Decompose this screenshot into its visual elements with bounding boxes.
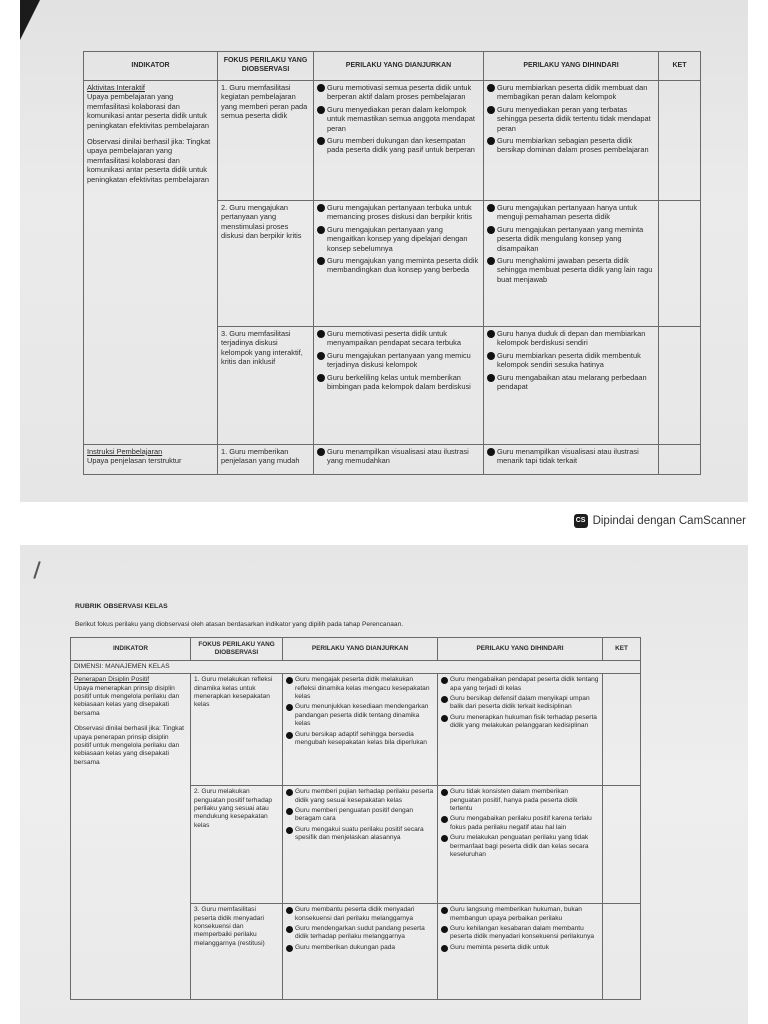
ket-cell	[659, 327, 701, 445]
dihindari-cell	[484, 201, 659, 327]
indikator-title: Instruksi Pembelajaran	[87, 447, 163, 456]
fokus-cell: 3. Guru memfasilitasi peserta didik menyadari konsekuensi dan memperbaiki perilaku melanggarnya (restitusi)	[191, 904, 283, 1000]
bullet-item: Guru hanya duduk di depan dan membiarkan kelompok berdiskusi sendiri	[487, 329, 655, 348]
bullet-item: Guru menunjukkan kesediaan mendengarkan pandangan peserta didik tentang dinamika kelas	[286, 703, 434, 728]
indikator-desc: Upaya menerapkan prinsip disiplin positif untuk mengelola perilaku dan kebiasaan kelas yang disepakati bersama	[74, 684, 180, 717]
indikator-cell	[84, 445, 218, 475]
bullet-item: Guru mengajak peserta didik melakukan refleksi dinamika kelas mengacu kesepakatan kelas	[286, 676, 434, 701]
scanned-page-1	[20, 0, 748, 502]
bullet-item: Guru membiarkan peserta didik membentuk kelompok sendiri sesuka hatinya	[487, 351, 655, 370]
bullet-item: Guru mendengarkan sudut pandang peserta didik terhadap perilaku melanggarnya	[286, 925, 434, 942]
bullet-item: Guru membiarkan peserta didik membuat dan membagikan peran dalam kelompok	[487, 83, 655, 102]
camscanner-watermark	[574, 514, 746, 528]
bullet-item: Guru menerapkan hukuman fisik terhadap peserta didik yang melakukan pelanggaran kedisiplinan	[441, 714, 599, 731]
bullet-item: Guru berkeliling kelas untuk memberikan bimbingan pada kelompok dalam berdiskusi	[317, 373, 480, 392]
fokus-cell: 2. Guru mengajukan pertanyaan yang menstimulasi proses diskusi dan berpikir kritis	[218, 201, 314, 327]
bullet-item: Guru menyediakan peran yang terbatas sehingga peserta didik tertentu tidak mendapat peran	[487, 105, 655, 133]
ket-cell	[659, 81, 701, 201]
indikator-cell	[84, 81, 218, 445]
pen-mark	[33, 561, 40, 579]
dianjurkan-cell	[314, 445, 484, 475]
bullet-item: Guru memberikan dukungan pada	[286, 944, 434, 952]
bullet-item: Guru bersikap defensif dalam menyikapi umpan balik dari peserta didik terkait kedisiplinan	[441, 695, 599, 712]
indikator-observasi: Observasi dinilai berhasil jika: Tingkat upaya penerapan prinsip disiplin positif untuk mengelola perilaku dan kebiasaan kelas yang disepakati bersama	[74, 725, 184, 766]
indikator-cell	[71, 674, 191, 1000]
fokus-cell: 1. Guru memfasilitasi kegiatan pembelajaran yang memberi peran pada semua peserta didik	[218, 81, 314, 201]
ket-cell	[659, 201, 701, 327]
page-corner-shadow	[20, 0, 40, 40]
header-ket: KET	[603, 638, 641, 661]
page-description: Berikut fokus perilaku yang diobservasi oleh atasan berdasarkan indikator yang dipilih pada tahap Perencanaan.	[75, 621, 404, 628]
bullet-item: Guru mengabaikan pendapat peserta didik tentang apa yang terjadi di kelas	[441, 676, 599, 693]
bullet-item: Guru kehilangan kesabaran dalam membantu peserta didik menyadari konsekuensi perilakunya	[441, 925, 599, 942]
bullet-item: Guru meminta peserta didik untuk	[441, 944, 599, 952]
table-row	[84, 445, 701, 475]
ket-cell	[603, 674, 641, 786]
dihindari-cell	[438, 786, 603, 904]
bullet-item: Guru melakukan penguatan perilaku yang tidak bermanfaat bagi peserta didik dan kelas secara keseluruhan	[441, 834, 599, 859]
bullet-item: Guru menampilkan visualisasi atau ilustrasi menarik tapi tidak terkait	[487, 447, 655, 466]
bullet-item: Guru menyediakan peran dalam kelompok untuk memastikan semua anggota mendapat peran	[317, 105, 480, 133]
indikator-title: Penerapan Disiplin Positif	[74, 676, 150, 684]
dianjurkan-cell	[283, 674, 438, 786]
bullet-item: Guru langsung memberikan hukuman, bukan membangun upaya perbaikan perilaku	[441, 906, 599, 923]
bullet-item: Guru menghakimi jawaban peserta didik sehingga membuat peserta didik yang lain ragu buat menjawab	[487, 256, 655, 284]
dianjurkan-cell	[283, 904, 438, 1000]
bullet-item: Guru membantu peserta didik menyadari konsekuensi dari perilaku melanggarnya	[286, 906, 434, 923]
camscanner-icon: CS	[574, 514, 588, 528]
indikator-desc: Upaya penjelasan terstruktur	[87, 456, 182, 466]
header-dianjurkan: PERILAKU YANG DIANJURKAN	[314, 52, 484, 81]
fokus-cell: 2. Guru melakukan penguatan positif terhadap perilaku yang sesuai atau mendukung kesepakatan kelas	[191, 786, 283, 904]
bullet-item: Guru menampilkan visualisasi atau ilustrasi yang memudahkan	[317, 447, 480, 466]
dianjurkan-cell	[283, 786, 438, 904]
dihindari-cell	[484, 81, 659, 201]
ket-cell	[603, 786, 641, 904]
bullet-item: Guru mengajukan pertanyaan yang memicu terjadinya diskusi kelompok	[317, 351, 480, 370]
ket-cell	[603, 904, 641, 1000]
dianjurkan-cell	[314, 81, 484, 201]
table-row	[84, 81, 701, 201]
bullet-item: Guru mengajukan pertanyaan yang mengaitkan konsep yang dipelajari dengan konsep sebelumnya	[317, 225, 480, 253]
header-indikator: INDIKATOR	[71, 638, 191, 661]
page-title: RUBRIK OBSERVASI KELAS	[75, 603, 168, 610]
indikator-desc: Upaya pembelajaran yang memfasilitasi kolaborasi dan komunikasi antar peserta didik untuk peningkatan efektivitas pembelajaran	[87, 92, 210, 130]
ket-cell	[659, 445, 701, 475]
rubric-table-1	[83, 51, 701, 475]
dihindari-cell	[438, 904, 603, 1000]
header-dihindari: PERILAKU YANG DIHINDARI	[438, 638, 603, 661]
header-ket: KET	[659, 52, 701, 81]
bullet-item: Guru memberi pujian terhadap perilaku peserta didik yang sesuai kesepakatan kelas	[286, 788, 434, 805]
dihindari-cell	[484, 327, 659, 445]
dimension-row	[71, 661, 641, 674]
bullet-item: Guru mengajukan pertanyaan terbuka untuk memancing proses diskusi dan berpikir kritis	[317, 203, 480, 222]
camscanner-text: Dipindai dengan CamScanner	[592, 515, 746, 527]
scanned-page-2	[20, 545, 748, 1024]
bullet-item: Guru tidak konsisten dalam memberikan penguatan positif, hanya pada peserta didik tertentu	[441, 788, 599, 813]
bullet-item: Guru mengabaikan perilaku positif karena terlalu fokus pada perilaku negatif atau hal lain	[441, 815, 599, 832]
header-fokus: FOKUS PERILAKU YANG DIOBSERVASI	[191, 638, 283, 661]
bullet-item: Guru memotivasi peserta didik untuk menyampaikan pendapat secara terbuka	[317, 329, 480, 348]
dihindari-cell	[438, 674, 603, 786]
dianjurkan-cell	[314, 201, 484, 327]
dimension-label: DIMENSI: MANAJEMEN KELAS	[71, 661, 641, 674]
indikator-title: Aktivitas Interaktif	[87, 83, 145, 92]
header-fokus: FOKUS PERILAKU YANG DIOBSERVASI	[218, 52, 314, 81]
bullet-item: Guru mengakui suatu perilaku positif secara spesifik dan menjelaskan alasannya	[286, 826, 434, 843]
bullet-item: Guru mengajukan pertanyaan hanya untuk menguji pemahaman peserta didik	[487, 203, 655, 222]
indikator-observasi: Observasi dinilai berhasil jika: Tingkat upaya pembelajaran yang memfasilitasi kolaborasi dan komunikasi antar peserta didik untuk peningkatan efektivitas pembelajaran	[87, 136, 211, 184]
bullet-item: Guru mengajukan yang meminta peserta didik membandingkan dua konsep yang berbeda	[317, 256, 480, 275]
bullet-item: Guru memotivasi semua peserta didik untuk berperan aktif dalam proses pembelajaran	[317, 83, 480, 102]
table-header-row	[71, 638, 641, 661]
bullet-item: Guru memberi dukungan dan kesempatan pada peserta didik yang pasif untuk berperan	[317, 136, 480, 155]
header-dihindari: PERILAKU YANG DIHINDARI	[484, 52, 659, 81]
fokus-cell: 3. Guru memfasilitasi terjadinya diskusi kelompok yang interaktif, kritis dan inklusif	[218, 327, 314, 445]
fokus-cell: 1. Guru memberikan penjelasan yang mudah	[218, 445, 314, 475]
table-header-row	[84, 52, 701, 81]
dianjurkan-cell	[314, 327, 484, 445]
fokus-cell: 1. Guru melakukan refleksi dinamika kelas untuk menerapkan kesepakatan kelas	[191, 674, 283, 786]
bullet-item: Guru membiarkan sebagian peserta didik bersikap dominan dalam proses pembelajaran	[487, 136, 655, 155]
bullet-item: Guru mengajukan pertanyaan yang meminta peserta didik mengulang konsep yang disampaikan	[487, 225, 655, 253]
table-row	[71, 674, 641, 786]
rubric-table-2	[70, 637, 641, 1000]
header-indikator: INDIKATOR	[84, 52, 218, 81]
bullet-item: Guru bersikap adaptif sehingga bersedia mengubah kesepakatan kelas bila diperlukan	[286, 731, 434, 748]
dihindari-cell	[484, 445, 659, 475]
header-dianjurkan: PERILAKU YANG DIANJURKAN	[283, 638, 438, 661]
bullet-item: Guru memberi penguatan positif dengan beragam cara	[286, 807, 434, 824]
bullet-item: Guru mengabaikan atau melarang perbedaan pendapat	[487, 373, 655, 392]
